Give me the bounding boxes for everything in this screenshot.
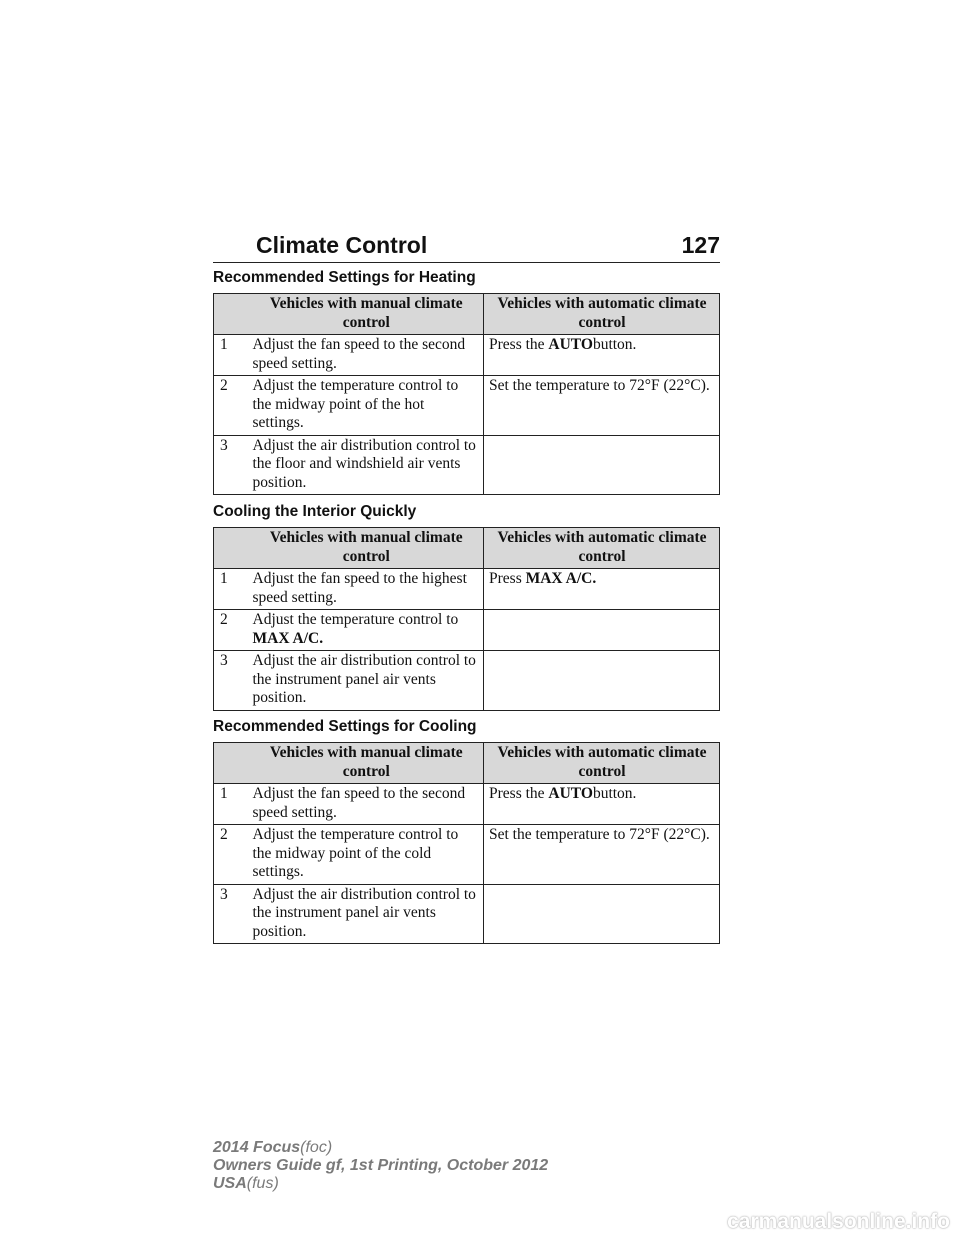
automatic-instruction bbox=[484, 784, 720, 825]
watermark: carmanualsonline.info bbox=[727, 1210, 950, 1233]
page-title: Climate Control bbox=[256, 232, 428, 258]
automatic-instruction bbox=[484, 335, 720, 376]
auto-text-bold: AUTO bbox=[548, 785, 593, 802]
table-header-row bbox=[214, 743, 720, 784]
automatic-instruction bbox=[484, 569, 720, 610]
table-header-row bbox=[214, 528, 720, 569]
step-number: 2 bbox=[214, 376, 249, 436]
cooling-quickly-table bbox=[213, 527, 720, 711]
manual-instruction: Adjust the fan speed to the second speed setting. bbox=[249, 784, 484, 825]
section-title: Recommended Settings for Cooling bbox=[213, 718, 477, 735]
header-cell-number bbox=[214, 528, 249, 569]
header-cell-automatic: Vehicles with automatic climate control bbox=[484, 294, 720, 335]
footer-market: USA bbox=[213, 1175, 247, 1192]
auto-text-bold: AUTO bbox=[548, 336, 593, 353]
step-number: 2 bbox=[214, 825, 249, 885]
manual-instruction: Adjust the air distribution control to the instrument panel air vents position. bbox=[249, 651, 484, 711]
footer-market-code: (fus) bbox=[246, 1175, 279, 1192]
table-row bbox=[214, 884, 720, 944]
auto-text-after: button. bbox=[592, 336, 637, 353]
automatic-instruction: Set the temperature to 72°F (22°C). bbox=[484, 825, 720, 885]
header-cell-automatic: Vehicles with automatic climate control bbox=[484, 528, 720, 569]
manual-instruction: Adjust the air distribution control to the instrument panel air vents position. bbox=[249, 884, 484, 944]
header-cell-number bbox=[214, 743, 249, 784]
page-number: 127 bbox=[681, 232, 720, 258]
header-cell-number bbox=[214, 294, 249, 335]
heating-settings-table bbox=[213, 293, 720, 495]
step-number: 3 bbox=[214, 435, 249, 495]
auto-text-bold: MAX A/C. bbox=[525, 570, 597, 587]
footer-line-market bbox=[213, 1175, 548, 1193]
manual-instruction: Adjust the fan speed to the highest speed setting. bbox=[249, 569, 484, 610]
step-number: 1 bbox=[214, 335, 249, 376]
table-row bbox=[214, 610, 720, 651]
page-header bbox=[213, 228, 720, 263]
step-number: 3 bbox=[214, 651, 249, 711]
auto-text: Press the bbox=[489, 785, 549, 802]
table-row bbox=[214, 335, 720, 376]
footer-line-model bbox=[213, 1139, 548, 1157]
section-heating bbox=[213, 268, 720, 495]
header-cell-manual: Vehicles with manual climate control bbox=[249, 294, 484, 335]
table-header-row bbox=[214, 294, 720, 335]
auto-text: Press bbox=[489, 570, 526, 587]
auto-text: Press the bbox=[489, 336, 549, 353]
manual-text: Adjust the temperature control to bbox=[252, 611, 459, 628]
section-title: Recommended Settings for Heating bbox=[213, 269, 476, 286]
manual-instruction bbox=[249, 610, 484, 651]
table-row bbox=[214, 376, 720, 436]
header-cell-manual: Vehicles with manual climate control bbox=[249, 528, 484, 569]
automatic-instruction bbox=[484, 651, 720, 711]
footer-model: 2014 Focus bbox=[213, 1139, 301, 1156]
manual-instruction: Adjust the air distribution control to the floor and windshield air vents position. bbox=[249, 435, 484, 495]
step-number: 1 bbox=[214, 784, 249, 825]
section-cooling-quickly bbox=[213, 502, 720, 711]
header-cell-manual: Vehicles with manual climate control bbox=[249, 743, 484, 784]
table-row bbox=[214, 825, 720, 885]
automatic-instruction bbox=[484, 610, 720, 651]
auto-text-after: button. bbox=[592, 785, 637, 802]
step-number: 2 bbox=[214, 610, 249, 651]
section-cooling bbox=[213, 717, 720, 944]
manual-instruction: Adjust the temperature control to the midway point of the cold settings. bbox=[249, 825, 484, 885]
table-row bbox=[214, 569, 720, 610]
step-number: 1 bbox=[214, 569, 249, 610]
manual-instruction: Adjust the fan speed to the second speed setting. bbox=[249, 335, 484, 376]
table-row bbox=[214, 651, 720, 711]
automatic-instruction bbox=[484, 884, 720, 944]
table-row bbox=[214, 784, 720, 825]
footer-model-code: (foc) bbox=[300, 1139, 333, 1156]
table-row bbox=[214, 435, 720, 495]
header-cell-automatic: Vehicles with automatic climate control bbox=[484, 743, 720, 784]
footer-line-guide: Owners Guide gf, 1st Printing, October 2012 bbox=[213, 1157, 549, 1174]
step-number: 3 bbox=[214, 884, 249, 944]
manual-text-bold: MAX A/C. bbox=[252, 629, 324, 647]
manual-instruction: Adjust the temperature control to the midway point of the hot settings. bbox=[249, 376, 484, 436]
section-title: Cooling the Interior Quickly bbox=[213, 503, 417, 520]
cooling-settings-table bbox=[213, 742, 720, 944]
automatic-instruction: Set the temperature to 72°F (22°C). bbox=[484, 376, 720, 436]
automatic-instruction bbox=[484, 435, 720, 495]
document-footer bbox=[213, 1139, 548, 1193]
